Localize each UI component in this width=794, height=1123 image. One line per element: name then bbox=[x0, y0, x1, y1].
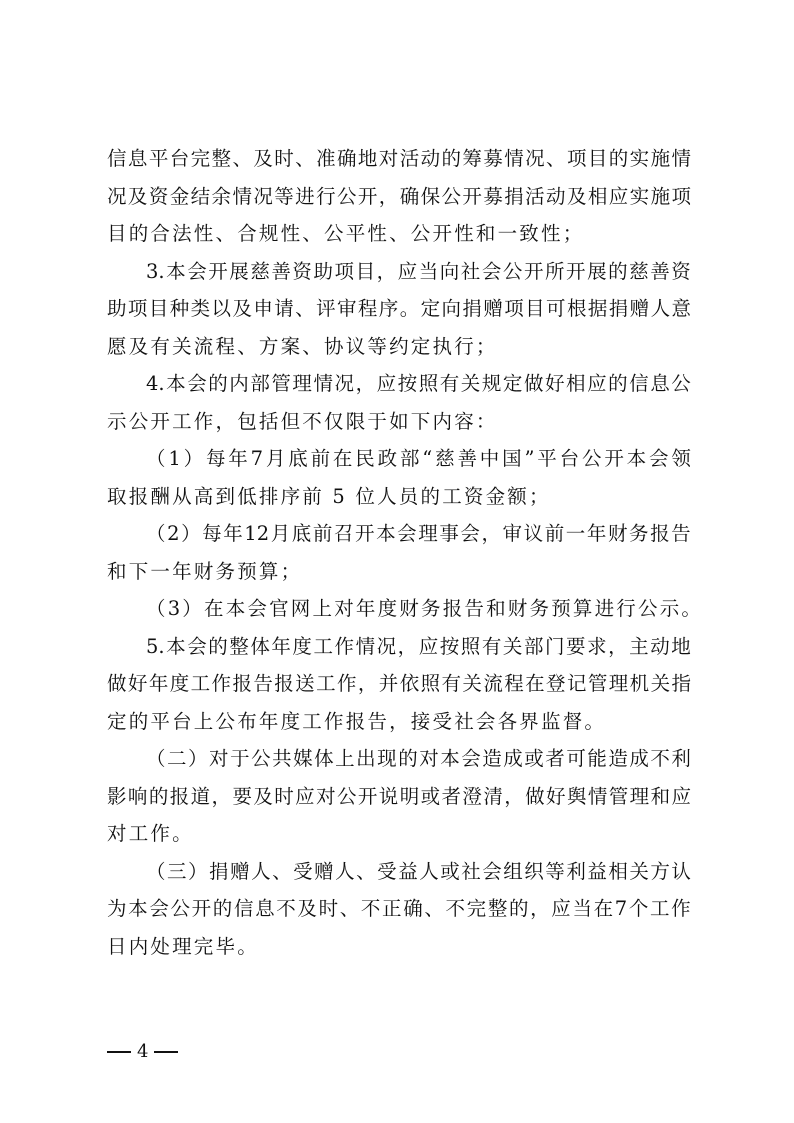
text-line: （ 2 ） 每 年 12 月 底 前 召 开 本 会 理 事 会 ， 审 议 前 一 年 财 务 报 告 bbox=[146, 522, 691, 545]
footer-dash-left bbox=[107, 1051, 131, 1053]
text-line: 况 及 资 金 结 余 情 况 等 进 行 公 开 ， 确 保 公 开 募 捐 活 动 及 相 应 实 施 项 bbox=[107, 184, 691, 208]
text-line: （ 二 ） 对 于 公 共 媒 体 上 出 现 的 对 本 会 造 成 或 者 可 能 造 成 不 利 bbox=[146, 747, 691, 770]
page-number: 4 bbox=[137, 1041, 149, 1062]
text-line: 和下一年财务预算； bbox=[107, 559, 303, 583]
text-line: 4. 本 会 的 内 部 管 理 情 况 ， 应 按 照 有 关 规 定 做 好 相 应 的 信 息 公 bbox=[146, 372, 691, 395]
text-line: 影 响 的 报 道 ， 要 及 时 应 对 公 开 说 明 或 者 澄 清 ， 做 好 舆 情 管 理 和 应 bbox=[107, 784, 691, 808]
text-line: 为 本 会 公 开 的 信 息 不 及 时 、 不 正 确 、 不 完 整 的 ， 应 当 在 7 个 工 作 bbox=[107, 897, 691, 920]
text-line: 定的平台上公布年度工作报告，接受社会各界监督。 bbox=[107, 709, 607, 733]
text-line: （3）在本会官网上对年度财务报告和财务预算进行公示。 bbox=[146, 597, 704, 620]
text-line: 3. 本 会 开 展 慈 善 资 助 项 目 ， 应 当 向 社 会 公 开 所 开 展 的 慈 善 资 bbox=[146, 259, 691, 283]
text-line: 对工作。 bbox=[107, 822, 194, 845]
footer-dash-right bbox=[154, 1051, 178, 1053]
document-body bbox=[107, 140, 704, 965]
page-footer bbox=[107, 1040, 178, 1064]
text-line: 愿及有关流程、方案、协议等约定执行； bbox=[107, 334, 498, 358]
text-line: 日内处理完毕。 bbox=[107, 934, 259, 958]
text-line: 助 项 目 种 类 以 及 申 请 、 评 审 程 序 。 定 向 捐 赠 项 目 可 根 据 捐 赠 人 意 bbox=[107, 297, 691, 320]
text-line: （ 三 ） 捐 赠 人 、 受 赠 人 、 受 益 人 或 社 会 组 织 等 利 益 相 关 方 认 bbox=[146, 859, 691, 883]
text-line: 做 好 年 度 工 作 报 告 报 送 工 作 ， 并 依 照 有 关 流 程 在 登 记 管 理 机 关 指 bbox=[107, 672, 691, 695]
text-line: 取报酬从高到低排序前 5 位人员的工资金额； bbox=[107, 484, 551, 508]
text-line: 5. 本 会 的 整 体 年 度 工 作 情 况 ， 应 按 照 有 关 部 门 要 求 ， 主 动 地 bbox=[146, 634, 691, 658]
text-line: （ 1 ） 每 年 7 月 底 前 在 民 政 部 “ 慈 善 中 国 ” 平 台 公 开 本 会 领 bbox=[146, 447, 691, 470]
text-line: 信 息 平 台 完 整 、 及 时 、 准 确 地 对 活 动 的 筹 募 情 况 、 项 目 的 实 施 情 bbox=[107, 147, 691, 170]
text-line: 示公开工作，包括但不仅限于如下内容： bbox=[107, 409, 498, 433]
text-line: 目的合法性、合规性、公平性、公开性和一致性； bbox=[107, 222, 585, 245]
